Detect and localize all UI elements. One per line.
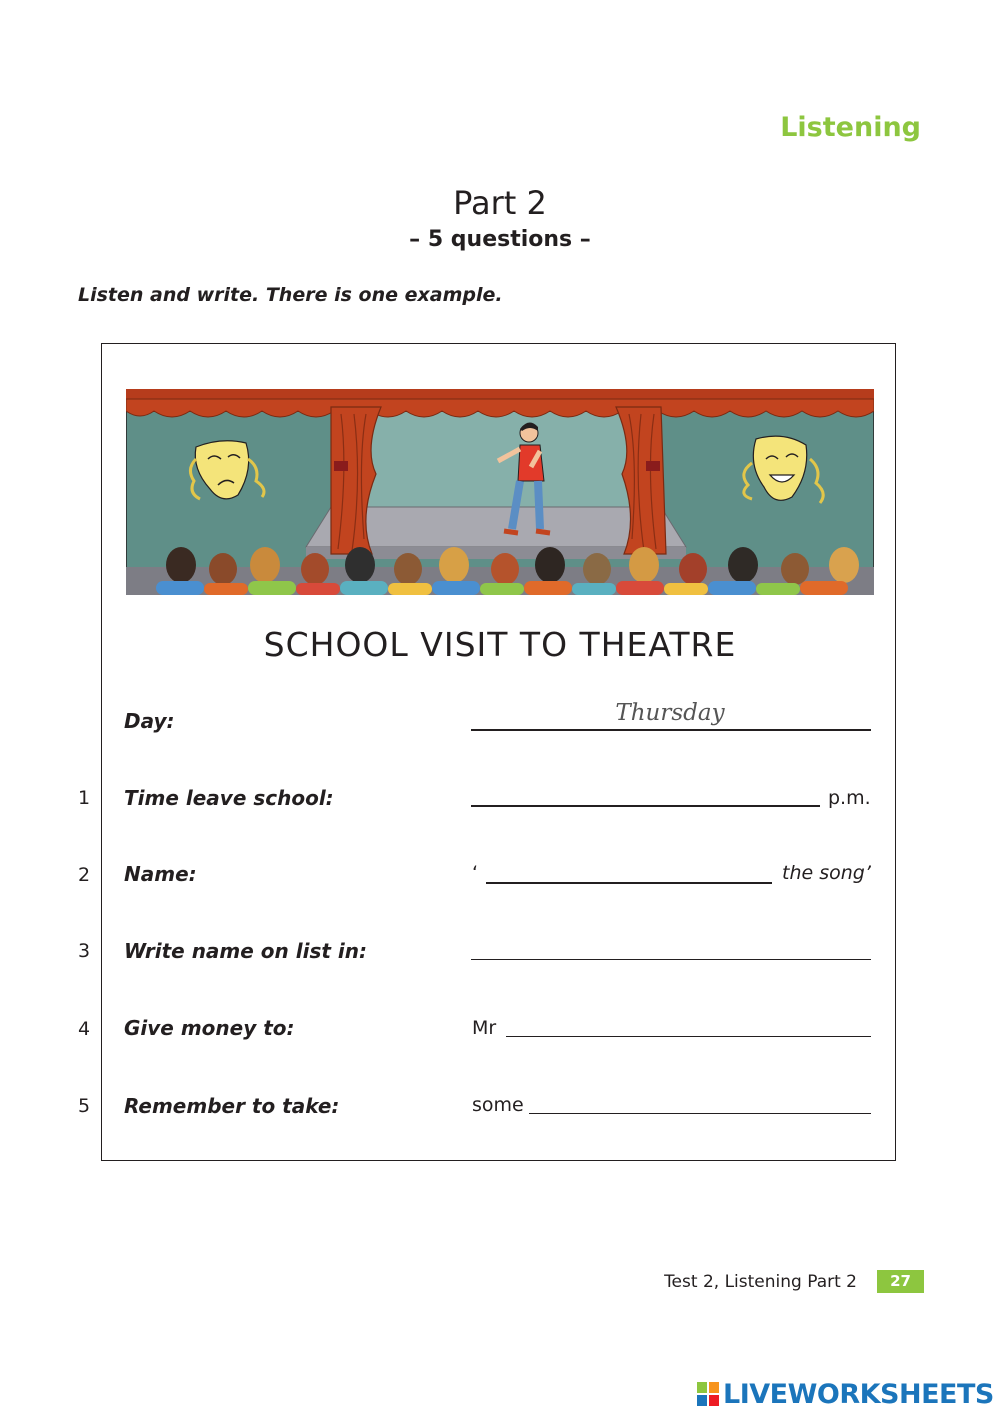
example-answer: Thursday [615, 700, 725, 726]
part-subtitle: – 5 questions – [409, 227, 591, 252]
question-2-prefix: ‘ [472, 862, 479, 884]
question-3-number: 3 [77, 940, 91, 962]
question-1-number: 1 [77, 787, 91, 809]
instruction-text: Listen and write. There is one example. [78, 284, 503, 306]
question-2-number: 2 [77, 864, 91, 886]
theatre-illustration [126, 389, 874, 595]
footer-text: Test 2, Listening Part 2 [664, 1272, 857, 1292]
question-4-answer-field[interactable] [506, 1036, 871, 1037]
example-label: Day: [124, 709, 175, 733]
question-4-prefix: Mr [472, 1017, 497, 1039]
question-3-answer-field[interactable] [471, 959, 871, 960]
part-title: Part 2 [453, 184, 547, 222]
brand-name: LIVEWORKSHEETS [723, 1378, 994, 1410]
question-1-suffix: p.m. [828, 787, 871, 809]
question-2-answer-field[interactable] [486, 882, 772, 884]
liveworksheets-logo-icon [697, 1382, 719, 1406]
question-5-number: 5 [77, 1095, 91, 1117]
question-2-label: Name: [124, 862, 197, 886]
question-5-label: Remember to take: [124, 1094, 340, 1118]
question-1-answer-field[interactable] [471, 805, 820, 807]
liveworksheets-brand [697, 1376, 994, 1412]
question-4-label: Give money to: [124, 1016, 295, 1040]
question-5-prefix: some [472, 1094, 524, 1116]
example-answer-line [471, 729, 871, 731]
form-title: SCHOOL VISIT TO THEATRE [263, 625, 737, 664]
section-label: Listening [780, 112, 921, 143]
question-5-answer-field[interactable] [529, 1113, 871, 1114]
question-3-label: Write name on list in: [124, 939, 367, 963]
question-1-label: Time leave school: [124, 786, 334, 810]
page-number-badge: 27 [877, 1270, 924, 1293]
question-2-suffix: the song’ [782, 862, 871, 884]
question-4-number: 4 [77, 1018, 91, 1040]
